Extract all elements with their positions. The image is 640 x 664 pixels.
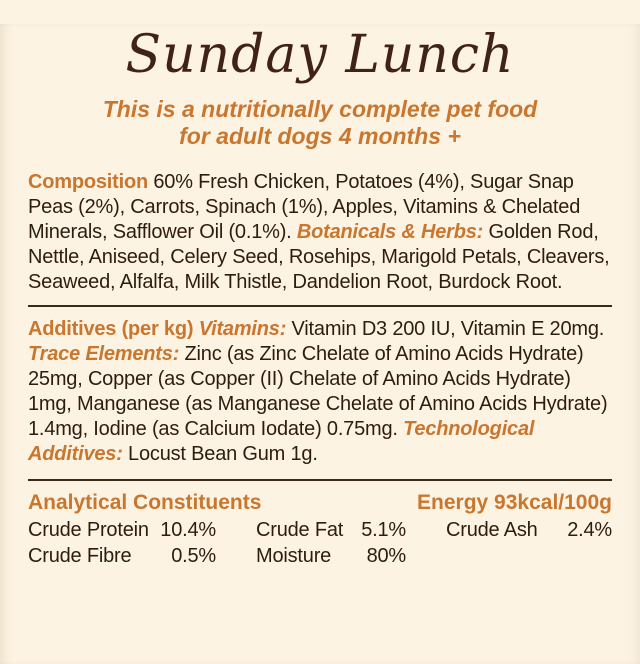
technological-additives-list: Locust Bean Gum 1g. [128, 443, 318, 465]
nutrition-statement-line-1: This is a nutritionally complete pet food [102, 96, 538, 122]
vitamins-list: Vitamin D3 200 IU, Vitamin E 20mg. [291, 318, 605, 340]
divider-additives-analytical [28, 479, 612, 481]
energy-value: Energy 93kcal/100g [417, 491, 612, 514]
analytical-column-2 [256, 517, 406, 569]
constituent-value: 2.4% [567, 519, 612, 541]
analytical-heading: Analytical Constituents [28, 491, 262, 514]
divider-composition-additives [28, 305, 612, 307]
analytical-header [28, 490, 612, 516]
table-row [28, 517, 216, 543]
pet-food-label [0, 24, 640, 664]
constituent-value: 10.4% [160, 519, 216, 541]
table-row [446, 517, 612, 543]
analytical-table [28, 517, 612, 569]
botanicals-heading: Botanicals & Herbs: [296, 221, 484, 243]
constituent-label: Crude Ash [446, 519, 538, 541]
table-row [256, 517, 406, 543]
nutrition-statement-line-2: for adult dogs 4 months + [179, 123, 461, 149]
trace-elements-heading: Trace Elements: [28, 343, 180, 365]
constituent-label: Crude Fibre [28, 545, 132, 567]
product-title: Sunday Lunch [125, 25, 515, 85]
composition-ingredients: 60% Fresh Chicken, Potatoes (4%), Sugar Snap Peas (2%), Carrots, Spinach (1%), Apples, Vitamins & Chelated Minerals, Safflower Oil (0.1%). [28, 171, 581, 243]
composition-paragraph [28, 170, 612, 295]
botanicals-ingredients: Golden Rod, Nettle, Aniseed, Celery Seed, Rosehips, Marigold Petals, Cleavers, Seaweed, Alfalfa, Milk Thistle, Dandelion Root, Burdock Root. [28, 221, 610, 293]
constituent-label: Crude Fat [256, 519, 344, 541]
constituent-value: 0.5% [171, 545, 216, 567]
constituent-value: 5.1% [361, 519, 406, 541]
nutrition-statement [28, 96, 612, 150]
additives-paragraph [28, 317, 612, 467]
constituent-value: 80% [366, 545, 406, 567]
table-row [28, 543, 216, 569]
analytical-column-1 [28, 517, 216, 569]
trace-elements-list: Zinc (as Zinc Chelate of Amino Acids Hydrate) 25mg, Copper (as Copper (II) Chelate of Amino Acids Hydrate) 1mg, Manganese (as Manganese Chelate of Amino Acids Hydrate) 1.4mg, Iodine (as Calcium Iodate) 0.75mg. [28, 343, 608, 440]
analytical-constituents-section [28, 490, 612, 569]
additives-heading: Additives (per kg) [28, 318, 194, 340]
table-row [256, 543, 406, 569]
technological-additives-heading: Technological Additives: [28, 418, 535, 465]
analytical-column-3 [446, 517, 612, 569]
composition-heading: Composition [28, 171, 149, 193]
vitamins-heading: Vitamins: [198, 318, 287, 340]
constituent-label: Crude Protein [28, 519, 149, 541]
constituent-label: Moisture [256, 545, 332, 567]
